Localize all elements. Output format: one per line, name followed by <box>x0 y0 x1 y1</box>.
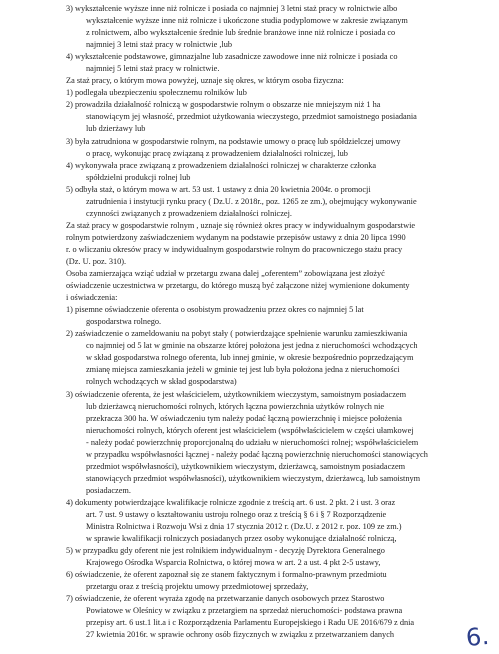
text-line: 3) była zatrudniona w gospodarstwie rolnym, na podstawie umowy o pracę lub spółdzielczej umowy <box>66 136 401 146</box>
text-line: 4) wykształcenie podstawowe, gimnazjalne lub zasadnicze zawodowe inne niż rolnicze i posiada co <box>66 52 398 62</box>
text-line: czynności związanych z prowadzeniem działalności rolniczej. <box>86 208 292 218</box>
text-line: art. 7 ust. 9 ustawy o kształtowaniu ustroju rolnego oraz z treścią § 6 i § 7 Rozporządzenie <box>86 509 387 519</box>
text-line: najmniej 5 letni staż pracy w rolnictwie. <box>86 64 220 74</box>
text-line: przepisy art. 6 ust.1 lit.a i c Rozporządzenia Parlamentu Europejskiego i Radu UE 2016/679 z dnia <box>86 618 415 628</box>
document-body <box>66 3 484 641</box>
text-line: 2) zaświadczenie o zameldowaniu na pobyt stały ( potwierdzające spełnienie warunku zamieszkiwania <box>66 329 408 339</box>
text-line: 5) odbyła staż, o którym mowa w art. 53 ust. 1 ustawy z dnia 20 kwietnia 2004r. o promocji <box>66 184 371 194</box>
text-line: 5) w przypadku gdy oferent nie jest rolnikiem indywidualnym - decyzję Dyrektora Generalnego <box>66 546 385 556</box>
text-line: oświadczenie uczestnictwa w przetargu, do którego muszą być załączone niżej wymienione dokumenty <box>66 281 410 291</box>
text-line: spółdzielni produkcji rolnej lub <box>86 172 191 182</box>
text-line: stanowiących przedmiot współwłasności), użytkownikiem wieczystym, dzierżawcą, lub samoistnym <box>86 473 421 483</box>
text-line: 4) wykonywała prace związaną z prowadzeniem działalności rolniczej w charakterze członka <box>66 160 377 170</box>
text-line: Osoba zamierzająca wziąć udział w przetargu zwana dalej „oferentem” zobowiązana jest złożyć <box>66 269 385 279</box>
text-line: w skład gospodarstwa rolnego oferenta, lub innej gminie, w okresie bezpośrednio poprzedzającym <box>86 353 414 363</box>
text-line: r. o wliczaniu okresów pracy w indywidualnym gospodarstwie rolnym do pracowniczego stażu pracy <box>66 244 403 254</box>
text-line: 3) oświadczenie oferenta, że jest właścicielem, użytkownikiem wieczystym, samoistnym posiadaczem <box>66 389 407 399</box>
text-line: najmniej 3 letni staż pracy w rolnictwie ,lub <box>86 40 233 50</box>
text-line: 7) oświadczenie, że oferent wyraża zgodę na przetwarzanie danych osobowych przez Starostwo <box>66 594 385 604</box>
text-line: wykształcenie wyższe inne niż rolnicze i ukończone studia podyplomowe w zakresie związanym <box>86 16 408 26</box>
text-line: Za staż pracy, o którym mowa powyżej, uznaje się okres, w którym osoba fizyczna: <box>66 76 344 86</box>
text-line: i oświadczenia: <box>66 293 118 303</box>
text-line: posiadaczem. <box>86 485 131 495</box>
text-line: przekracza 300 ha. W oświadczeniu tym należy podać łączną powierzchnię i miejsce położenia <box>86 413 402 423</box>
text-line: w sprawie kwalifikacji rolniczych posiadanych przez osoby wykonujące działalność rolniczą, <box>86 534 397 544</box>
text-line: Powiatowe w Oleśnicy w związku z przetargiem na sprzedaż nieruchomości- podstawa prawna <box>86 606 403 616</box>
text-line: 2) prowadziła działalność rolniczą w gospodarstwie rolnym o obszarze nie mniejszym niż 1 ha <box>66 100 381 110</box>
text-line: zmianę miejsca zamieszkania jeżeli w gminie tej jest lub była położona jedna z nieruchomości <box>86 365 400 375</box>
text-line: 6) oświadczenie, że oferent zapoznał się ze stanem faktycznym i formalno-prawnym przedmiotu <box>66 570 387 580</box>
text-line: Krajowego Ośrodka Wsparcia Rolnictwa, o której mowa w art. 2 a ust. 4 pkt 2-5 ustawy, <box>86 558 381 568</box>
text-line: 27 kwietnia 2016r. w sprawie ochrony osób fizycznych w związku z przetwarzaniem danych <box>86 630 395 640</box>
text-line: rolnym potwierdzony zaświadczeniem wydanym na podstawie przepisów ustawy z dnia 20 lipca 1990 <box>66 232 406 242</box>
text-line: Ministra Rolnictwa i Rozwoju Wsi z dnia 17 stycznia 2012 r. (Dz.U. z 2012 r. poz. 109 ze zm.) <box>86 522 402 532</box>
text-line: lub dzierżawy lub <box>86 124 146 134</box>
text-line: 1) podlegała ubezpieczeniu społecznemu rolników lub <box>66 88 247 98</box>
text-line: (Dz. U. poz. 310). <box>66 256 127 266</box>
text-line: gospodarstwa rolnego. <box>86 317 162 327</box>
text-line: o pracę, wykonując pracę związaną z prowadzeniem działalności rolniczej, lub <box>86 148 348 158</box>
text-line: nieruchomości rolnych, których oferent jest właścicielem (współwłaścicielem w części ułamkowej <box>86 425 414 435</box>
page-number: 6. <box>464 621 491 653</box>
text-line: Za staż pracy w gospodarstwie rolnym , uznaje się również okres pracy w indywidualnym gospodarstwie <box>66 220 416 230</box>
text-line: przedmiot współwłasności), użytkownikiem wieczystym, dzierżawcą, samoistnym posiadaczem <box>86 461 406 471</box>
text-line: w przypadku współwłasności łącznej - należy podać łączną powierzchnię nieruchomości stanowiących <box>86 449 428 459</box>
text-line: stanowiącym jej własność, przedmiot użytkowania wieczystego, przedmiot samoistnego posiadania <box>86 112 417 122</box>
text-line: 4) dokumenty potwierdzające kwalifikacje rolnicze zgodnie z treścią art. 6 ust. 2 pkt. 2 i ust. 3 oraz <box>66 497 396 507</box>
text-line: - należy podać powierzchnię proporcjonalną do udziału w nieruchomości rolnej; współwłaścicielem <box>86 437 419 447</box>
text-line: rolnych wchodzących w skład gospodarstwa) <box>86 377 237 387</box>
text-line: przetargu oraz z treścią projektu umowy przedmiotowej sprzedaży, <box>86 582 309 592</box>
text-line: 1) pisemne oświadczenie oferenta o osobistym prowadzeniu przez okres co najmniej 5 lat <box>66 305 364 315</box>
text-line: lub dzierżawcą nieruchomości rolnych, których łączna powierzchnia użytków rolnych nie <box>86 401 385 411</box>
text-line: co najmniej od 5 lat w gminie na obszarze której położona jest jedna z nieruchomości wchodzących <box>86 341 418 351</box>
text-line: z rolnictwem, albo wykształcenie średnie lub średnie branżowe inne niż rolnicze i posiada co <box>86 28 396 38</box>
text-line: zatrudnienia i instytucji rynku pracy ( Dz.U. z 2018r., poz. 1265 ze zm.), obejmujący wykonywanie <box>86 196 417 206</box>
text-line: 3) wykształcenie wyższe inne niż rolnicze i posiada co najmniej 3 letni staż pracy w rolnictwie albo <box>66 4 398 13</box>
